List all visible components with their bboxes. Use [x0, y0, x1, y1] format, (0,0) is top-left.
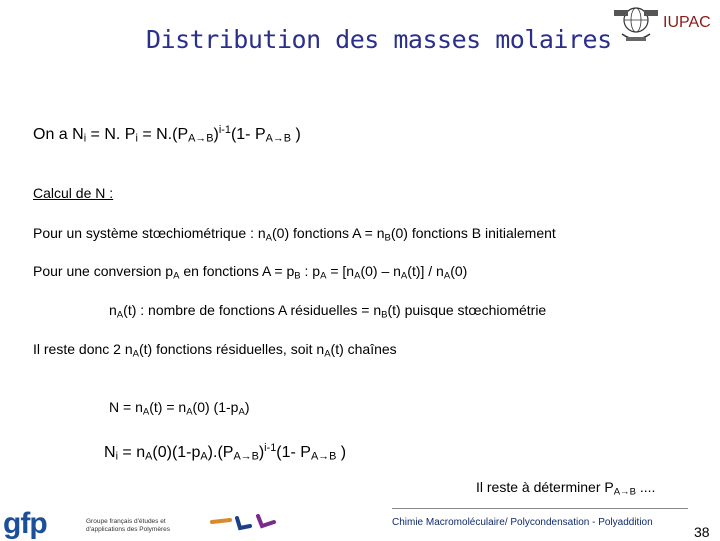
- n-formula: $N = n_A(t) = n_A(0)$ $(1-p_A)$: [109, 399, 250, 418]
- stoechiometric-statement: Pour un système stœchiométrique : $n_A(0)$ fonctions $A = n_B(0)$ fonctions B initialement: [33, 225, 556, 244]
- conversion-statement: Pour une conversion $p_A$ en fonctions $A = p_B$ : $p_A = [n_A(0) - n_A(t)] / n_A(0)$: [33, 263, 468, 282]
- remaining-task-statement: Il reste à déterminer $P_{A\to B}$ ....: [476, 479, 656, 498]
- iupac-emblem-icon: [612, 4, 660, 46]
- footer-divider: [392, 508, 688, 509]
- page-number: 38: [694, 524, 710, 540]
- section-heading: Calcul de N :: [33, 185, 114, 201]
- iupac-label: IUPAC: [663, 14, 711, 31]
- page-title: Distribution des masses molaires: [146, 25, 612, 54]
- residual-functions-statement: $n_A(t)$ : nombre de fonctions A résiduelles = $n_B(t)$ puisque stœchiométrie: [109, 302, 547, 321]
- ni-formula: $N_i = n_A(0)(1-p_A).(P_{A\to B})^{i-1}(1-$ $P_{A\to B}$ ): [104, 442, 347, 463]
- gfp-decoration-icon: [210, 510, 278, 532]
- gfp-logo: gfp: [3, 507, 47, 540]
- definition-formula: On a $N_i = N$. $P_i = N.(P_{A\to B})^{i-1}(1-$ $P_{A\to B}$ ): [33, 124, 301, 145]
- gfp-subtitle: Groupe français d'études et d'applications des Polymères: [86, 518, 170, 533]
- chains-statement: Il reste donc 2 $n_A(t)$ fonctions résiduelles, soit $n_A(t)$ chaînes: [33, 341, 397, 360]
- course-footer: Chimie Macromoléculaire/ Polycondensation - Polyaddition: [392, 517, 653, 528]
